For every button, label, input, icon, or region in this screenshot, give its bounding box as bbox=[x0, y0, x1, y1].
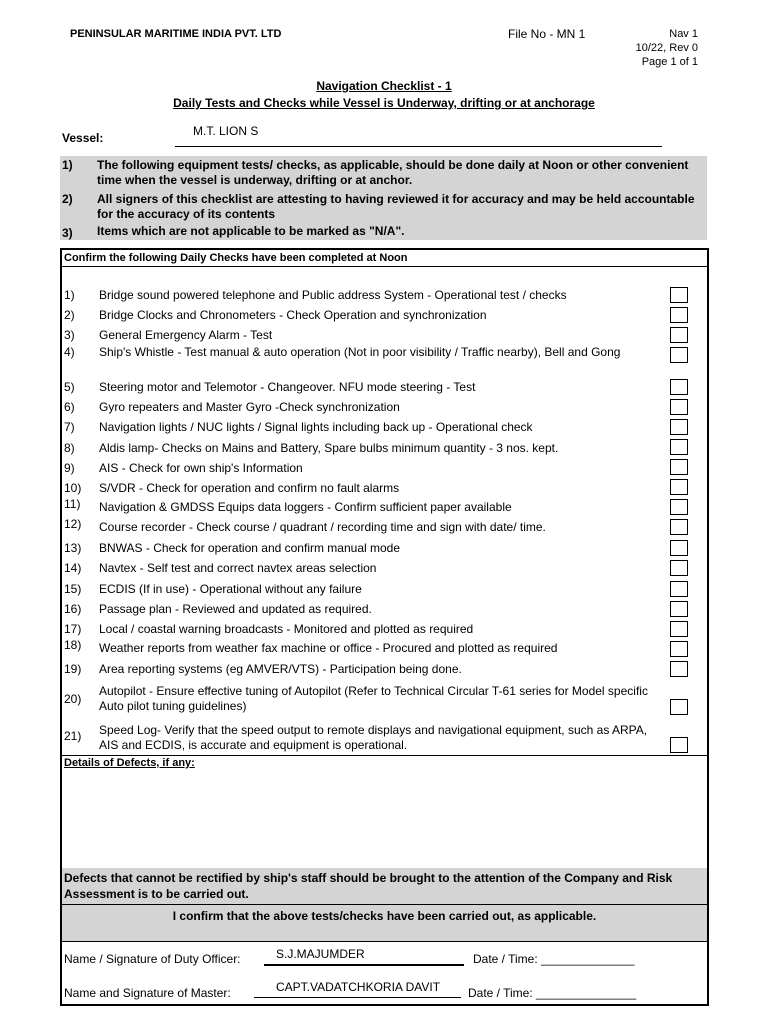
item-text: Passage plan - Reviewed and updated as required. bbox=[99, 602, 372, 616]
checklist-header: Confirm the following Daily Checks have been completed at Noon bbox=[64, 252, 408, 264]
item-checkbox[interactable] bbox=[670, 581, 688, 597]
instruction-number: 3) bbox=[62, 226, 73, 240]
instruction-text: All signers of this checklist are attesting to having reviewed it for accuracy and may be held accountable for the accuracy of its contents bbox=[97, 192, 695, 221]
defects-label: Details of Defects, if any: bbox=[64, 757, 195, 769]
item-checkbox[interactable] bbox=[670, 661, 688, 677]
doc-code: Nav 1 bbox=[669, 28, 698, 40]
item-checkbox[interactable] bbox=[670, 327, 688, 343]
item-checkbox[interactable] bbox=[670, 499, 688, 515]
instruction-number: 1) bbox=[62, 158, 73, 172]
item-checkbox[interactable] bbox=[670, 399, 688, 415]
divider bbox=[62, 941, 707, 942]
master-label: Name and Signature of Master: bbox=[64, 986, 231, 1000]
item-text: BNWAS - Check for operation and confirm manual mode bbox=[99, 541, 401, 555]
revision: 10/22, Rev 0 bbox=[635, 42, 698, 54]
item-checkbox[interactable] bbox=[670, 601, 688, 617]
item-text: Course recorder - Check course / quadrant / recording time and sign with date/ time. bbox=[99, 520, 546, 534]
item-text: Weather reports from weather fax machine or office - Procured and plotted as required bbox=[99, 641, 558, 655]
item-checkbox[interactable] bbox=[670, 737, 688, 753]
vessel-name[interactable]: M.T. LION S bbox=[193, 124, 259, 138]
item-number: 10) bbox=[64, 481, 82, 495]
item-number: 5) bbox=[64, 380, 75, 394]
item-checkbox[interactable] bbox=[670, 287, 688, 303]
file-number: File No - MN 1 bbox=[508, 27, 586, 41]
item-number: 2) bbox=[64, 308, 75, 322]
confirmation-statement: I confirm that the above tests/checks have been carried out, as applicable. bbox=[62, 905, 707, 941]
item-checkbox[interactable] bbox=[670, 519, 688, 535]
company-name: PENINSULAR MARITIME INDIA PVT. LTD bbox=[70, 28, 282, 40]
item-number: 6) bbox=[64, 400, 75, 414]
item-number: 11) bbox=[64, 497, 81, 511]
item-number: 9) bbox=[64, 461, 75, 475]
item-number: 14) bbox=[64, 561, 82, 575]
item-checkbox[interactable] bbox=[670, 459, 688, 475]
item-number: 16) bbox=[64, 602, 82, 616]
item-checkbox[interactable] bbox=[670, 479, 688, 495]
item-number: 8) bbox=[64, 441, 75, 455]
revision-block bbox=[636, 27, 698, 69]
item-number: 12) bbox=[64, 517, 82, 531]
item-number: 17) bbox=[64, 622, 82, 636]
item-number: 1) bbox=[64, 288, 75, 302]
item-checkbox[interactable] bbox=[670, 419, 688, 435]
item-text: S/VDR - Check for operation and confirm no fault alarms bbox=[99, 481, 400, 495]
item-text: Speed Log- Verify that the speed output to remote displays and navigational equipment, such as ARPA, AIS and ECDIS, is accurate and equipment is operational. bbox=[99, 723, 648, 752]
item-number: 7) bbox=[64, 420, 75, 434]
checklist-box bbox=[60, 248, 709, 1006]
item-number: 4) bbox=[64, 345, 75, 359]
item-text: Aldis lamp- Checks on Mains and Battery, Spare bulbs minimum quantity - 3 nos. kept. bbox=[99, 441, 559, 455]
page-number: Page 1 of 1 bbox=[641, 56, 698, 68]
item-checkbox[interactable] bbox=[670, 621, 688, 637]
signature-line bbox=[254, 997, 461, 998]
master-name[interactable]: CAPT.VADATCHKORIA DAVIT bbox=[276, 980, 441, 994]
instruction-text: Items which are not applicable to be marked as "N/A". bbox=[97, 224, 405, 238]
page-subtitle: Daily Tests and Checks while Vessel is Underway, drifting or at anchorage bbox=[173, 96, 595, 110]
instruction-number: 2) bbox=[62, 192, 73, 206]
duty-officer-label: Name / Signature of Duty Officer: bbox=[64, 952, 241, 966]
divider bbox=[62, 266, 707, 267]
defects-note: Defects that cannot be rectified by ship's staff should be brought to the attention of the Company and Risk Assessment is to be carried out. bbox=[62, 868, 707, 904]
item-number: 13) bbox=[64, 541, 82, 555]
item-checkbox[interactable] bbox=[670, 699, 688, 715]
divider bbox=[62, 755, 707, 756]
signature-line bbox=[264, 964, 464, 966]
item-checkbox[interactable] bbox=[670, 347, 688, 363]
item-checkbox[interactable] bbox=[670, 540, 688, 556]
item-text: Area reporting systems (eg AMVER/VTS) - Participation being done. bbox=[99, 662, 462, 676]
item-text: Local / coastal warning broadcasts - Monitored and plotted as required bbox=[99, 622, 474, 636]
item-text: Navigation lights / NUC lights / Signal lights including back up - Operational check bbox=[99, 420, 533, 434]
instructions-panel bbox=[60, 156, 707, 240]
item-text: AIS - Check for own ship's Information bbox=[99, 461, 303, 475]
item-number: 19) bbox=[64, 662, 82, 676]
item-text: General Emergency Alarm - Test bbox=[99, 328, 273, 342]
duty-officer-name[interactable]: S.J.MAJUMDER bbox=[276, 947, 365, 961]
item-text: Autopilot - Ensure effective tuning of Autopilot (Refer to Technical Circular T-61 series for Model specific Auto pilot tuning guidelines) bbox=[99, 684, 648, 713]
master-date[interactable]: Date / Time: _______________ bbox=[468, 986, 637, 1000]
item-text: Navtex - Self test and correct navtex areas selection bbox=[99, 561, 377, 575]
item-checkbox[interactable] bbox=[670, 560, 688, 576]
vessel-underline bbox=[175, 146, 662, 147]
duty-officer-date[interactable]: Date / Time: ______________ bbox=[473, 952, 635, 966]
item-text: Bridge Clocks and Chronometers - Check Operation and synchronization bbox=[99, 308, 487, 322]
item-text: Navigation & GMDSS Equips data loggers - Confirm sufficient paper available bbox=[99, 500, 512, 514]
instruction-text: The following equipment tests/ checks, as applicable, should be done daily at Noon or other convenient time when the vessel is underway, drifting or at anchor. bbox=[97, 158, 689, 187]
item-checkbox[interactable] bbox=[670, 439, 688, 455]
item-number: 15) bbox=[64, 582, 82, 596]
item-text: Gyro repeaters and Master Gyro -Check synchronization bbox=[99, 400, 400, 414]
item-checkbox[interactable] bbox=[670, 379, 688, 395]
vessel-label: Vessel: bbox=[62, 131, 104, 145]
item-text: Steering motor and Telemotor - Changeover. NFU mode steering - Test bbox=[99, 380, 476, 394]
item-number: 20) bbox=[64, 692, 82, 706]
item-text: Bridge sound powered telephone and Public address System - Operational test / checks bbox=[99, 288, 567, 302]
item-text: ECDIS (If in use) - Operational without any failure bbox=[99, 582, 362, 596]
item-number: 3) bbox=[64, 328, 75, 342]
page-title: Navigation Checklist - 1 bbox=[316, 79, 452, 93]
item-checkbox[interactable] bbox=[670, 307, 688, 323]
item-number: 21) bbox=[64, 729, 82, 743]
item-text: Ship's Whistle - Test manual & auto operation (Not in poor visibility / Traffic nearby), Bell and Gong bbox=[99, 345, 621, 359]
item-number: 18) bbox=[64, 638, 82, 652]
item-checkbox[interactable] bbox=[670, 641, 688, 657]
